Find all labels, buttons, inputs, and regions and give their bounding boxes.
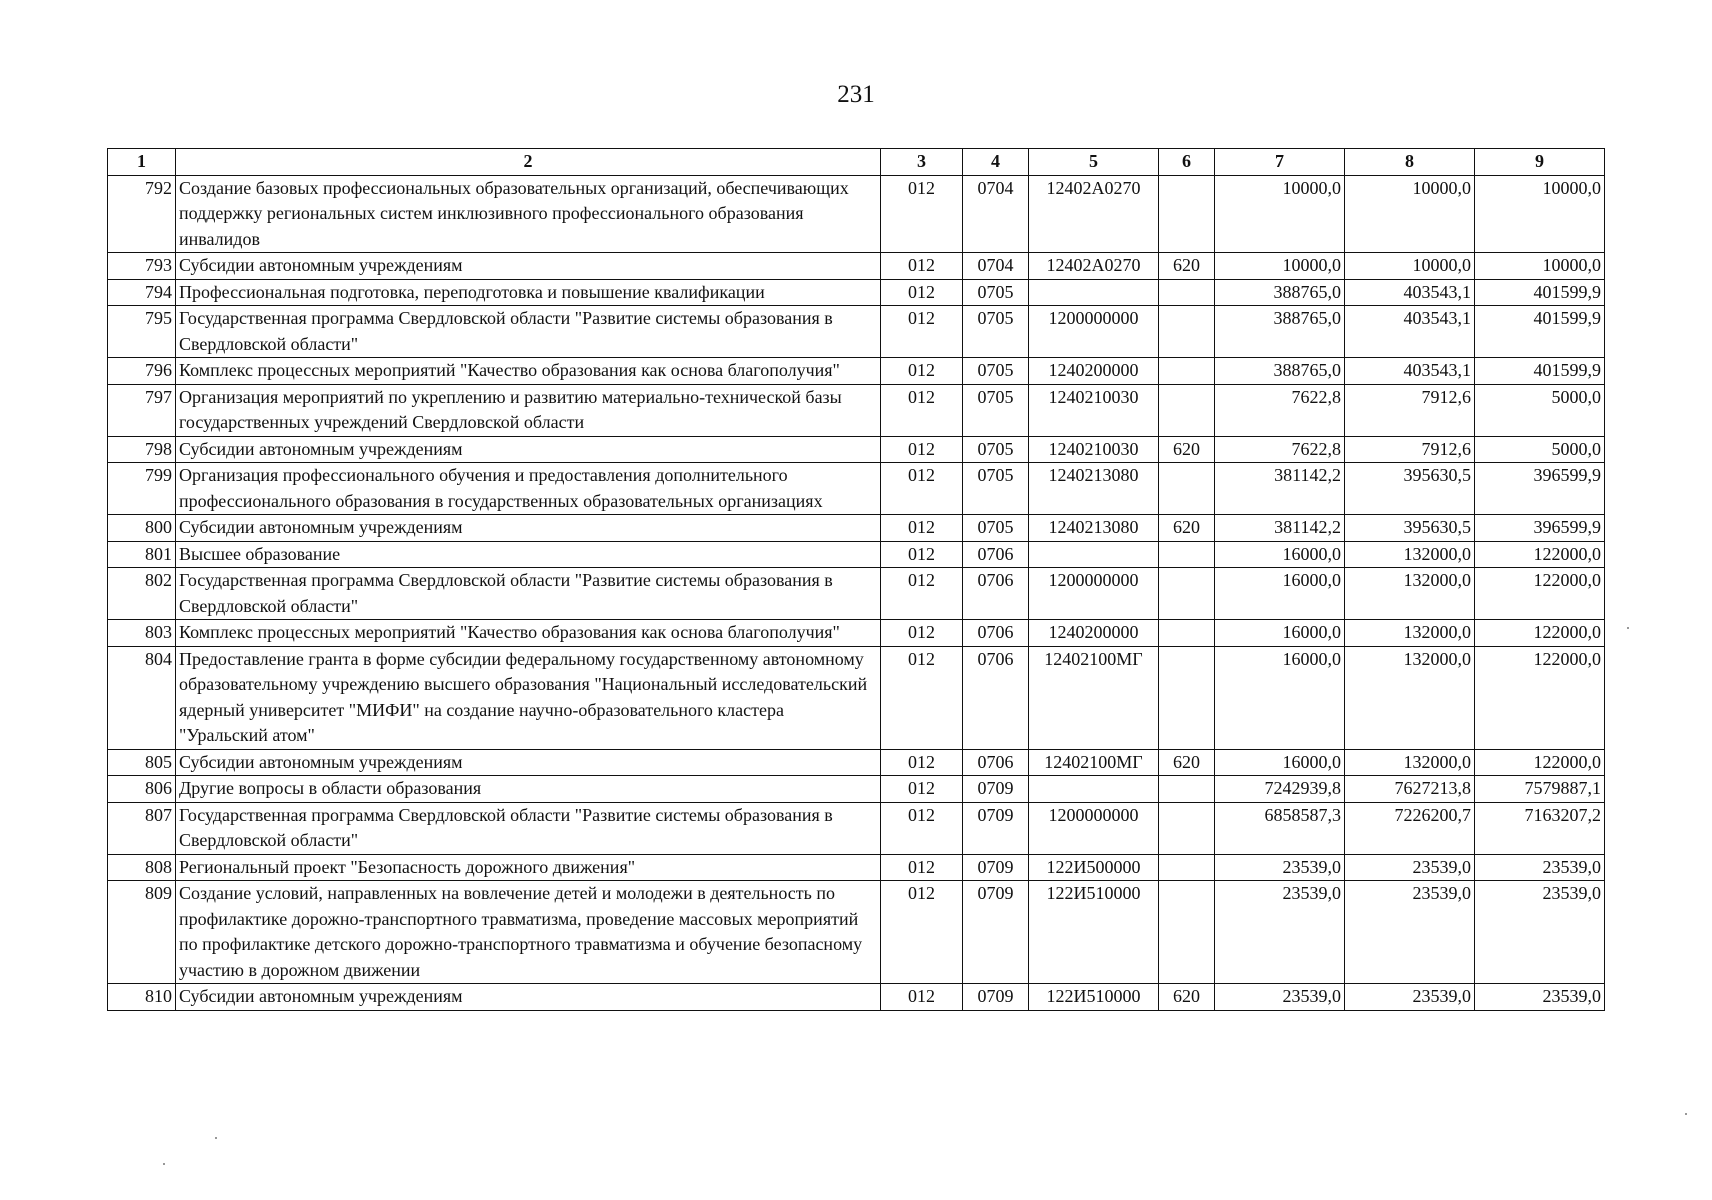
amount-col9: 5000,0 — [1475, 436, 1605, 463]
col-header: 9 — [1475, 149, 1605, 176]
row-name: Создание условий, направленных на вовлечение детей и молодежи в деятельность по профилактике дорожно-транспортного травматизма, проведение массовых мероприятий по профилактике детского дорожно-транспортного травматизма и обучение безопасному участию в дорожном движении — [176, 881, 881, 984]
amount-col8: 10000,0 — [1345, 253, 1475, 280]
amount-col8: 132000,0 — [1345, 749, 1475, 776]
table-row — [108, 541, 1605, 568]
expense-type-code: 620 — [1159, 515, 1215, 542]
row-name: Субсидии автономным учреждениям — [176, 436, 881, 463]
row-name: Субсидии автономным учреждениям — [176, 515, 881, 542]
amount-col8: 403543,1 — [1345, 279, 1475, 306]
row-number: 801 — [108, 541, 176, 568]
section-code: 0705 — [963, 436, 1029, 463]
admin-code: 012 — [881, 279, 963, 306]
amount-col8: 132000,0 — [1345, 568, 1475, 620]
table-row — [108, 568, 1605, 620]
amount-col7: 16000,0 — [1215, 568, 1345, 620]
section-code: 0706 — [963, 620, 1029, 647]
target-article-code: 122И510000 — [1029, 984, 1159, 1011]
row-name: Организация профессионального обучения и предоставления дополнительного профессионального образования в государственных образовательных организациях — [176, 463, 881, 515]
target-article-code: 1240200000 — [1029, 620, 1159, 647]
table-row — [108, 776, 1605, 803]
amount-col7: 16000,0 — [1215, 646, 1345, 749]
row-number: 809 — [108, 881, 176, 984]
target-article-code: 12402100МГ — [1029, 749, 1159, 776]
budget-table — [107, 148, 1605, 1011]
admin-code: 012 — [881, 854, 963, 881]
section-code: 0705 — [963, 306, 1029, 358]
table-row — [108, 984, 1605, 1011]
amount-col9: 401599,9 — [1475, 306, 1605, 358]
target-article-code — [1029, 541, 1159, 568]
row-number: 796 — [108, 358, 176, 385]
table-row — [108, 620, 1605, 647]
table-row — [108, 881, 1605, 984]
expense-type-code: 620 — [1159, 749, 1215, 776]
amount-col9: 7163207,2 — [1475, 802, 1605, 854]
expense-type-code — [1159, 279, 1215, 306]
amount-col7: 10000,0 — [1215, 175, 1345, 253]
row-name: Профессиональная подготовка, переподготовка и повышение квалификации — [176, 279, 881, 306]
row-name: Субсидии автономным учреждениям — [176, 749, 881, 776]
section-code: 0705 — [963, 463, 1029, 515]
amount-col7: 388765,0 — [1215, 306, 1345, 358]
table-row — [108, 436, 1605, 463]
row-name: Комплекс процессных мероприятий "Качество образования как основа благополучия" — [176, 358, 881, 385]
section-code: 0704 — [963, 175, 1029, 253]
admin-code: 012 — [881, 384, 963, 436]
amount-col9: 7579887,1 — [1475, 776, 1605, 803]
expense-type-code — [1159, 776, 1215, 803]
row-number: 794 — [108, 279, 176, 306]
row-number: 795 — [108, 306, 176, 358]
admin-code: 012 — [881, 515, 963, 542]
amount-col9: 23539,0 — [1475, 881, 1605, 984]
amount-col8: 23539,0 — [1345, 854, 1475, 881]
table-row — [108, 515, 1605, 542]
amount-col9: 10000,0 — [1475, 175, 1605, 253]
section-code: 0709 — [963, 776, 1029, 803]
table-row — [108, 175, 1605, 253]
amount-col8: 7627213,8 — [1345, 776, 1475, 803]
row-number: 806 — [108, 776, 176, 803]
target-article-code: 12402100МГ — [1029, 646, 1159, 749]
table-row — [108, 306, 1605, 358]
col-header: 7 — [1215, 149, 1345, 176]
row-number: 810 — [108, 984, 176, 1011]
amount-col8: 132000,0 — [1345, 541, 1475, 568]
row-name: Организация мероприятий по укреплению и развитию материально-технической базы государственных учреждений Свердловской области — [176, 384, 881, 436]
col-header: 5 — [1029, 149, 1159, 176]
amount-col9: 10000,0 — [1475, 253, 1605, 280]
section-code: 0706 — [963, 749, 1029, 776]
expense-type-code — [1159, 802, 1215, 854]
amount-col7: 23539,0 — [1215, 881, 1345, 984]
amount-col8: 132000,0 — [1345, 646, 1475, 749]
expense-type-code — [1159, 541, 1215, 568]
page-number: 231 — [837, 81, 875, 108]
row-number: 792 — [108, 175, 176, 253]
row-name: Субсидии автономным учреждениям — [176, 984, 881, 1011]
row-number: 797 — [108, 384, 176, 436]
amount-col7: 381142,2 — [1215, 463, 1345, 515]
amount-col9: 122000,0 — [1475, 646, 1605, 749]
section-code: 0709 — [963, 802, 1029, 854]
row-name: Региональный проект "Безопасность дорожного движения" — [176, 854, 881, 881]
header-row — [108, 149, 1605, 176]
table-row — [108, 384, 1605, 436]
row-number: 793 — [108, 253, 176, 280]
amount-col9: 23539,0 — [1475, 984, 1605, 1011]
target-article-code: 1240213080 — [1029, 515, 1159, 542]
expense-type-code: 620 — [1159, 984, 1215, 1011]
scan-speck — [1627, 627, 1629, 629]
row-number: 803 — [108, 620, 176, 647]
expense-type-code: 620 — [1159, 436, 1215, 463]
target-article-code: 1240210030 — [1029, 384, 1159, 436]
table-row — [108, 253, 1605, 280]
scan-speck — [1685, 1113, 1687, 1115]
row-number: 805 — [108, 749, 176, 776]
amount-col8: 403543,1 — [1345, 358, 1475, 385]
admin-code: 012 — [881, 253, 963, 280]
amount-col8: 7912,6 — [1345, 384, 1475, 436]
table-row — [108, 802, 1605, 854]
table-row — [108, 646, 1605, 749]
amount-col9: 122000,0 — [1475, 749, 1605, 776]
amount-col8: 132000,0 — [1345, 620, 1475, 647]
amount-col9: 23539,0 — [1475, 854, 1605, 881]
amount-col9: 122000,0 — [1475, 568, 1605, 620]
row-name: Государственная программа Свердловской области "Развитие системы образования в Свердловской области" — [176, 306, 881, 358]
section-code: 0705 — [963, 358, 1029, 385]
amount-col9: 401599,9 — [1475, 279, 1605, 306]
col-header: 4 — [963, 149, 1029, 176]
row-number: 807 — [108, 802, 176, 854]
amount-col7: 6858587,3 — [1215, 802, 1345, 854]
row-name: Государственная программа Свердловской области "Развитие системы образования в Свердловской области" — [176, 802, 881, 854]
amount-col7: 23539,0 — [1215, 854, 1345, 881]
amount-col7: 7242939,8 — [1215, 776, 1345, 803]
amount-col7: 381142,2 — [1215, 515, 1345, 542]
col-header: 1 — [108, 149, 176, 176]
row-number: 804 — [108, 646, 176, 749]
row-name: Государственная программа Свердловской области "Развитие системы образования в Свердловской области" — [176, 568, 881, 620]
amount-col7: 23539,0 — [1215, 984, 1345, 1011]
target-article-code: 12402А0270 — [1029, 175, 1159, 253]
amount-col8: 23539,0 — [1345, 881, 1475, 984]
expense-type-code — [1159, 463, 1215, 515]
section-code: 0709 — [963, 854, 1029, 881]
amount-col8: 7912,6 — [1345, 436, 1475, 463]
table-row — [108, 358, 1605, 385]
section-code: 0704 — [963, 253, 1029, 280]
target-article-code: 1240200000 — [1029, 358, 1159, 385]
table-row — [108, 749, 1605, 776]
amount-col8: 395630,5 — [1345, 515, 1475, 542]
row-name: Комплекс процессных мероприятий "Качество образования как основа благополучия" — [176, 620, 881, 647]
admin-code: 012 — [881, 881, 963, 984]
target-article-code: 122И500000 — [1029, 854, 1159, 881]
expense-type-code — [1159, 568, 1215, 620]
admin-code: 012 — [881, 984, 963, 1011]
target-article-code: 12402А0270 — [1029, 253, 1159, 280]
target-article-code: 1240210030 — [1029, 436, 1159, 463]
row-name: Высшее образование — [176, 541, 881, 568]
row-name: Другие вопросы в области образования — [176, 776, 881, 803]
amount-col7: 388765,0 — [1215, 279, 1345, 306]
amount-col8: 23539,0 — [1345, 984, 1475, 1011]
expense-type-code — [1159, 358, 1215, 385]
col-header: 3 — [881, 149, 963, 176]
admin-code: 012 — [881, 436, 963, 463]
target-article-code: 1200000000 — [1029, 568, 1159, 620]
amount-col8: 10000,0 — [1345, 175, 1475, 253]
expense-type-code — [1159, 854, 1215, 881]
row-number: 802 — [108, 568, 176, 620]
amount-col7: 7622,8 — [1215, 384, 1345, 436]
expense-type-code: 620 — [1159, 253, 1215, 280]
expense-type-code — [1159, 881, 1215, 984]
section-code: 0705 — [963, 515, 1029, 542]
col-header: 8 — [1345, 149, 1475, 176]
target-article-code: 1240213080 — [1029, 463, 1159, 515]
admin-code: 012 — [881, 749, 963, 776]
table-row — [108, 279, 1605, 306]
amount-col7: 7622,8 — [1215, 436, 1345, 463]
amount-col7: 16000,0 — [1215, 749, 1345, 776]
row-number: 799 — [108, 463, 176, 515]
target-article-code — [1029, 776, 1159, 803]
row-name: Субсидии автономным учреждениям — [176, 253, 881, 280]
section-code: 0706 — [963, 541, 1029, 568]
row-name: Предоставление гранта в форме субсидии федеральному государственному автономному образовательному учреждению высшего образования "Национальный исследовательский ядерный университет "МИФИ" на создание научно-образовательного кластера "Уральский атом" — [176, 646, 881, 749]
section-code: 0706 — [963, 568, 1029, 620]
amount-col9: 122000,0 — [1475, 620, 1605, 647]
amount-col8: 395630,5 — [1345, 463, 1475, 515]
amount-col9: 401599,9 — [1475, 358, 1605, 385]
expense-type-code — [1159, 620, 1215, 647]
section-code: 0709 — [963, 984, 1029, 1011]
scan-speck — [163, 1163, 165, 1165]
admin-code: 012 — [881, 646, 963, 749]
row-number: 808 — [108, 854, 176, 881]
target-article-code: 122И510000 — [1029, 881, 1159, 984]
amount-col9: 122000,0 — [1475, 541, 1605, 568]
row-number: 800 — [108, 515, 176, 542]
admin-code: 012 — [881, 358, 963, 385]
section-code: 0705 — [963, 384, 1029, 436]
admin-code: 012 — [881, 620, 963, 647]
amount-col7: 388765,0 — [1215, 358, 1345, 385]
amount-col8: 7226200,7 — [1345, 802, 1475, 854]
col-header: 6 — [1159, 149, 1215, 176]
section-code: 0709 — [963, 881, 1029, 984]
target-article-code — [1029, 279, 1159, 306]
amount-col7: 16000,0 — [1215, 541, 1345, 568]
scan-speck — [215, 1137, 217, 1139]
section-code: 0705 — [963, 279, 1029, 306]
expense-type-code — [1159, 175, 1215, 253]
row-name: Создание базовых профессиональных образовательных организаций, обеспечивающих поддержку региональных систем инклюзивного профессионального образования инвалидов — [176, 175, 881, 253]
amount-col9: 5000,0 — [1475, 384, 1605, 436]
expense-type-code — [1159, 384, 1215, 436]
admin-code: 012 — [881, 802, 963, 854]
admin-code: 012 — [881, 463, 963, 515]
table-row — [108, 463, 1605, 515]
admin-code: 012 — [881, 306, 963, 358]
admin-code: 012 — [881, 568, 963, 620]
amount-col7: 16000,0 — [1215, 620, 1345, 647]
amount-col9: 396599,9 — [1475, 515, 1605, 542]
amount-col8: 403543,1 — [1345, 306, 1475, 358]
admin-code: 012 — [881, 776, 963, 803]
admin-code: 012 — [881, 541, 963, 568]
admin-code: 012 — [881, 175, 963, 253]
target-article-code: 1200000000 — [1029, 802, 1159, 854]
row-number: 798 — [108, 436, 176, 463]
expense-type-code — [1159, 306, 1215, 358]
expense-type-code — [1159, 646, 1215, 749]
target-article-code: 1200000000 — [1029, 306, 1159, 358]
col-header: 2 — [176, 149, 881, 176]
table-row — [108, 854, 1605, 881]
amount-col7: 10000,0 — [1215, 253, 1345, 280]
section-code: 0706 — [963, 646, 1029, 749]
amount-col9: 396599,9 — [1475, 463, 1605, 515]
